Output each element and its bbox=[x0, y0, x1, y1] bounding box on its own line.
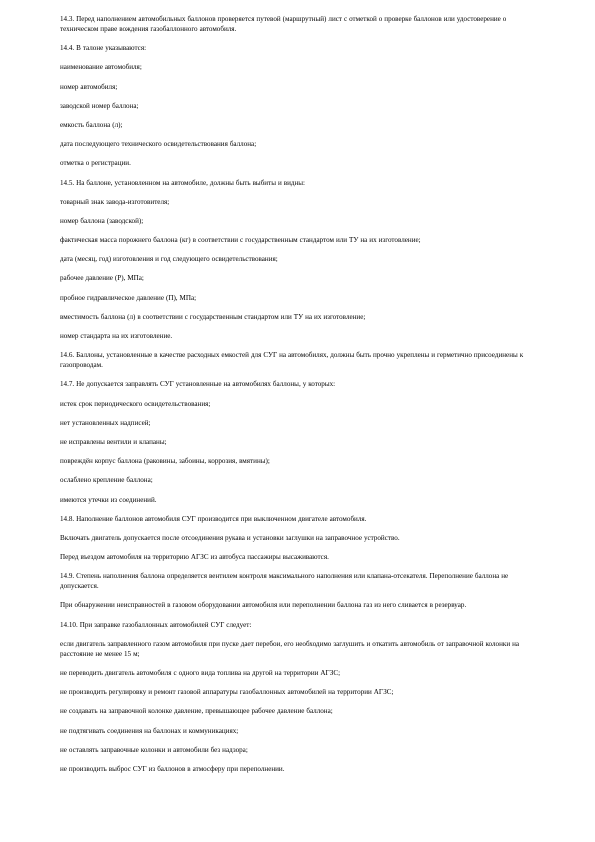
list-item: не исправлены вентили и клапаны; bbox=[60, 437, 167, 446]
paragraph: Перед въездом автомобиля на территорию АГЗС из автобуса пассажиры высаживаются. bbox=[60, 553, 329, 562]
list-item: истек срок периодического освидетельствования; bbox=[60, 399, 211, 408]
paragraph-14-10-heading: 14.10. При заправке газобаллонных автомобилей СУГ следует: bbox=[60, 620, 252, 629]
list-item: номер стандарта на их изготовление. bbox=[60, 332, 173, 340]
list-item: номер баллона (заводской); bbox=[60, 216, 144, 225]
list-item: вместимость баллона (л) в соответствии с государственным стандартом или ТУ на их изготовление; bbox=[60, 312, 366, 321]
list-item: заводской номер баллона; bbox=[60, 101, 139, 110]
paragraph-14-7-heading: 14.7. Не допускается заправлять СУГ установленные на автомобилях баллоны, у которых: bbox=[60, 380, 336, 389]
paragraph-14-5-heading: 14.5. На баллоне, установленном на автомобиле, должны быть выбиты и видны: bbox=[60, 178, 306, 187]
paragraph-14-3: 14.3. Перед наполнением автомобильных баллонов проверяется путевой (маршрутный) лист с отметкой о проверке баллонов или удостоверение о техническом праве вождения газобаллонного автомобиля. bbox=[60, 15, 507, 33]
list-item: имеются утечки из соединений. bbox=[60, 495, 157, 504]
list-item: рабочее давление (Р), МПа; bbox=[60, 274, 144, 283]
paragraph-14-8: 14.8. Наполнение баллонов автомобиля СУГ производится при выключенном двигателе автомобиля. bbox=[60, 514, 367, 523]
list-item: номер автомобиля; bbox=[60, 82, 118, 91]
list-item: наименование автомобиля; bbox=[60, 63, 142, 72]
paragraph-14-6: 14.6. Баллоны, установленные в качестве расходных емкостей для СУГ на автомобилях, должны быть прочно укреплены и герметично присоединены к газопроводам. bbox=[60, 351, 524, 370]
paragraph-14-4-heading: 14.4. В талоне указываются: bbox=[60, 44, 147, 53]
paragraph-14-9: 14.9. Степень наполнения баллона определяется вентилем контроля максимального наполнения или клапана-отсекателя. Переполнение баллона не допускается. bbox=[60, 572, 509, 591]
list-item: ослаблено крепление баллона; bbox=[60, 476, 153, 485]
list-item: не подтягивать соединения на баллонах и коммуникациях; bbox=[60, 726, 239, 735]
paragraph: Включать двигатель допускается после отсоединения рукава и установки заглушки на заправочное устройство. bbox=[60, 533, 400, 542]
list-item: дата последующего технического освидетельствования баллона; bbox=[60, 140, 257, 149]
document-body bbox=[60, 14, 540, 783]
list-item: дата (месяц, год) изготовления и год следующего освидетельствования; bbox=[60, 255, 278, 264]
list-item: фактическая масса порожнего баллона (кг) в соответствии с государственным стандартом или ТУ на их изготовление; bbox=[60, 236, 421, 245]
list-item: не создавать на заправочной колонке давление, превышающее рабочее давление баллона; bbox=[60, 707, 333, 716]
paragraph: При обнаружении неисправностей в газовом оборудовании автомобиля или переполнении баллона газ из него сливается в резервуар. bbox=[60, 601, 467, 610]
list-item: не переводить двигатель автомобиля с одного вида топлива на другой на территории АГЗС; bbox=[60, 669, 341, 677]
list-item: отметка о регистрации. bbox=[60, 159, 131, 168]
list-item: повреждён корпус баллона (раковины, забоины, коррозия, вмятины); bbox=[60, 457, 270, 466]
list-item: не производить выброс СУГ из баллонов в атмосферу при переполнении. bbox=[60, 764, 285, 773]
list-item: нет установленных надписей; bbox=[60, 418, 151, 427]
list-item: не производить регулировку и ремонт газовой аппаратуры газобаллонных автомобилей на территории АГЗС; bbox=[60, 688, 394, 697]
list-item: если двигатель заправленного газом автомобиля при пуске дает перебои, его необходимо заглушить и откатить автомобиль от заправочной колонки на расстояние не менее 15 м; bbox=[60, 639, 520, 658]
list-item: пробное гидравлическое давление (П), МПа; bbox=[60, 293, 197, 302]
list-item: емкость баллона (л); bbox=[60, 120, 123, 129]
list-item: не оставлять заправочные колонки и автомобили без надзора; bbox=[60, 745, 248, 754]
list-item: товарный знак завода-изготовителя; bbox=[60, 197, 170, 206]
